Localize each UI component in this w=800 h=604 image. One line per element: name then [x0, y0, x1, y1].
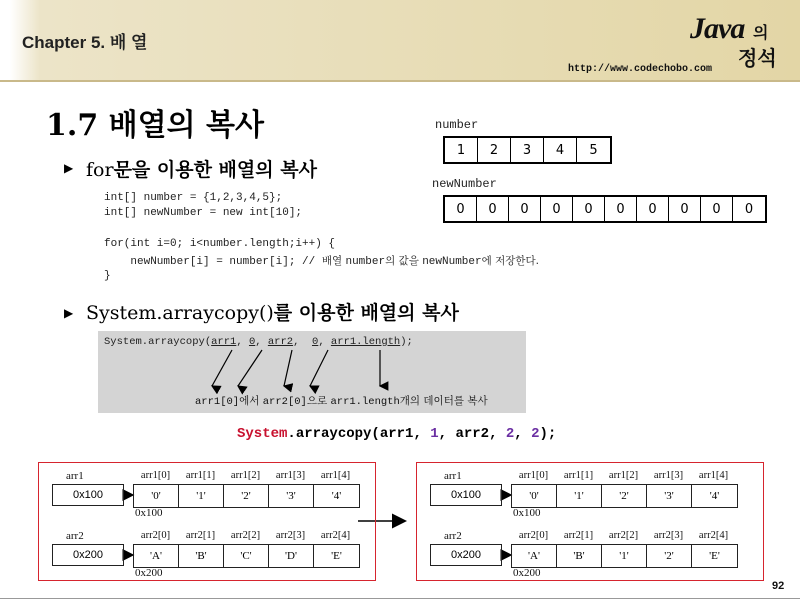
- before-arr1-cells: [133, 484, 360, 508]
- index-label: arr2[3]: [653, 530, 684, 541]
- before-arr1-label: arr1: [66, 470, 84, 482]
- after-arr1-label: arr1: [444, 470, 462, 482]
- index-label: arr1[3]: [275, 470, 306, 481]
- array-element: 'C': [224, 545, 269, 567]
- comment-kr-2: 의 값을: [385, 255, 423, 267]
- call-mid-3: ,: [514, 426, 532, 442]
- newnumber-cell: 0: [541, 197, 573, 221]
- after-arr2-cells: [511, 544, 738, 568]
- call-mid-1: .arraycopy(arr1,: [287, 426, 431, 442]
- sig-arg-length: arr1.length: [330, 336, 401, 348]
- before-arr1-address: 0x100: [135, 507, 163, 519]
- after-arr1-indices: [511, 470, 736, 481]
- array-element: '0': [134, 485, 179, 507]
- page-title: 1.7 배열의 복사: [46, 108, 264, 143]
- code-line-close: }: [104, 270, 111, 282]
- sig-sep-2: ,: [255, 336, 268, 348]
- index-label: arr1[0]: [518, 470, 549, 481]
- site-url: http://www.codechobo.com: [568, 64, 713, 75]
- arrow-srcpos: [238, 350, 262, 386]
- array-element: '2': [647, 545, 692, 567]
- index-label: arr2[3]: [275, 530, 306, 541]
- array-element: 'E': [709, 550, 720, 562]
- footer-divider: [0, 598, 800, 599]
- section1-heading-rest: 문을 이용한 배열의 복사: [113, 159, 317, 181]
- sig-sep-1: ,: [236, 336, 249, 348]
- index-label: arr2[0]: [518, 530, 549, 541]
- note-part-5: arr1.length: [330, 396, 400, 408]
- index-label: arr1[4]: [320, 470, 351, 481]
- code-line-2: int[] newNumber = new int[10];: [104, 207, 303, 219]
- after-arr2-address: 0x200: [513, 567, 541, 579]
- index-label: arr2[4]: [320, 530, 351, 541]
- array-element: '1': [179, 485, 224, 507]
- comment-kr-3: 에 저장한다.: [481, 255, 539, 267]
- sig-prefix: System.arraycopy(: [104, 336, 212, 348]
- before-arr1-indices: [133, 470, 358, 481]
- number-cell: 1: [445, 138, 478, 162]
- number-array-label: number: [435, 118, 479, 132]
- sig-sep-3: ,: [293, 336, 312, 348]
- newnumber-cell: 0: [637, 197, 669, 221]
- section2-heading-kr: 를 이용한 배열의 복사: [273, 302, 459, 324]
- sig-arg-dest: arr2: [267, 336, 294, 348]
- newnumber-cell: 0: [605, 197, 637, 221]
- before-arr2-cells: [133, 544, 360, 568]
- arraycopy-explanation: [195, 393, 488, 408]
- call-num-3: 2: [531, 426, 540, 442]
- newnumber-cell: 0: [669, 197, 701, 221]
- arrow-dest: [284, 350, 292, 386]
- comment-kr-1: 배열: [321, 255, 346, 267]
- array-element: '2': [224, 485, 269, 507]
- index-label: arr2[2]: [230, 530, 261, 541]
- newnumber-cell: 0: [701, 197, 733, 221]
- after-arr2-label: arr2: [444, 530, 462, 542]
- call-num-2: 2: [505, 426, 515, 442]
- sig-arg-srcpos: 0: [248, 336, 256, 348]
- index-label: arr1[1]: [563, 470, 594, 481]
- note-part-6: 개의 데이터를 복사: [399, 395, 488, 407]
- index-label: arr2[0]: [140, 530, 171, 541]
- bullet-triangle-icon: ▶: [64, 306, 74, 320]
- before-arr2-label: arr2: [66, 530, 84, 542]
- chapter-title: Chapter 5. 배 열: [22, 33, 148, 52]
- index-label: arr2[1]: [185, 530, 216, 541]
- newnumber-cell: 0: [477, 197, 509, 221]
- number-cell: 2: [478, 138, 511, 162]
- before-arr1-reference: 0x100: [52, 484, 124, 506]
- index-label: arr1[2]: [230, 470, 261, 481]
- index-label: arr1[4]: [698, 470, 729, 481]
- array-element: 'B': [179, 545, 224, 567]
- sig-arg-src: arr1: [211, 336, 237, 348]
- section2-heading-en: System.arraycopy(): [86, 302, 274, 324]
- number-cell: 5: [589, 142, 598, 158]
- note-part-2: 에서: [239, 395, 263, 407]
- index-label: arr1[1]: [185, 470, 216, 481]
- call-mid-2: , arr2,: [438, 426, 506, 442]
- newnumber-cell: 0: [445, 197, 477, 221]
- index-label: arr1[0]: [140, 470, 171, 481]
- index-label: arr1[3]: [653, 470, 684, 481]
- array-element: '1': [602, 545, 647, 567]
- code-line-1: int[] number = {1,2,3,4,5};: [104, 192, 283, 204]
- after-arr2-indices: [511, 530, 736, 541]
- sig-suffix: );: [400, 336, 413, 348]
- array-element: 'E': [331, 550, 342, 562]
- section1-heading-prefix: for: [86, 159, 114, 181]
- code-line-4-code: newNumber[i] = number[i]; //: [104, 256, 322, 268]
- index-label: arr2[4]: [698, 530, 729, 541]
- array-element: '0': [512, 485, 557, 507]
- number-cell: 4: [544, 138, 577, 162]
- call-end: );: [539, 426, 557, 442]
- array-element: '3': [647, 485, 692, 507]
- arraycopy-example-call: [237, 426, 556, 442]
- newnumber-cell: 0: [509, 197, 541, 221]
- index-label: arr2[1]: [563, 530, 594, 541]
- arrow-destpos: [310, 350, 328, 386]
- newnumber-cell: 0: [573, 197, 605, 221]
- array-element: '4': [709, 490, 720, 502]
- newnumber-cell: 0: [744, 201, 754, 217]
- before-arr2-reference: 0x200: [52, 544, 124, 566]
- arrow-src: [212, 350, 232, 386]
- note-part-1: arr1[0]: [195, 396, 240, 408]
- newnumber-array-label: newNumber: [432, 177, 497, 191]
- array-element: 'B': [557, 545, 602, 567]
- array-element: 'A': [134, 545, 179, 567]
- sig-sep-4: ,: [318, 336, 331, 348]
- bullet-triangle-icon: ▶: [64, 161, 74, 175]
- logo-subtitle: 정석: [738, 46, 777, 70]
- logo-ui-text: 의: [753, 23, 769, 42]
- array-element: '2': [602, 485, 647, 507]
- comment-code-2: newNumber: [422, 256, 482, 268]
- index-label: arr1[2]: [608, 470, 639, 481]
- after-arr1-cells: [511, 484, 738, 508]
- logo-java-text: Java: [690, 12, 745, 45]
- comment-code-1: number: [345, 256, 386, 268]
- call-num-1: 1: [430, 426, 439, 442]
- code-line-3: for(int i=0; i<number.length;i++) {: [104, 238, 336, 250]
- array-element: '4': [331, 490, 342, 502]
- array-element: 'D': [269, 545, 314, 567]
- array-element: '3': [269, 485, 314, 507]
- note-part-4: 으로: [306, 395, 331, 407]
- after-arr1-reference: 0x100: [430, 484, 502, 506]
- after-arr1-address: 0x100: [513, 507, 541, 519]
- number-cell: 3: [511, 138, 544, 162]
- sig-arg-destpos: 0: [312, 336, 319, 348]
- before-arr2-indices: [133, 530, 358, 541]
- array-element: '1': [557, 485, 602, 507]
- index-label: arr2[2]: [608, 530, 639, 541]
- array-element: 'A': [512, 545, 557, 567]
- before-arr2-address: 0x200: [135, 567, 163, 579]
- page-number: 92: [772, 580, 785, 592]
- call-class: System: [237, 426, 288, 442]
- after-arr2-reference: 0x200: [430, 544, 502, 566]
- note-part-3: arr2[0]: [262, 396, 307, 408]
